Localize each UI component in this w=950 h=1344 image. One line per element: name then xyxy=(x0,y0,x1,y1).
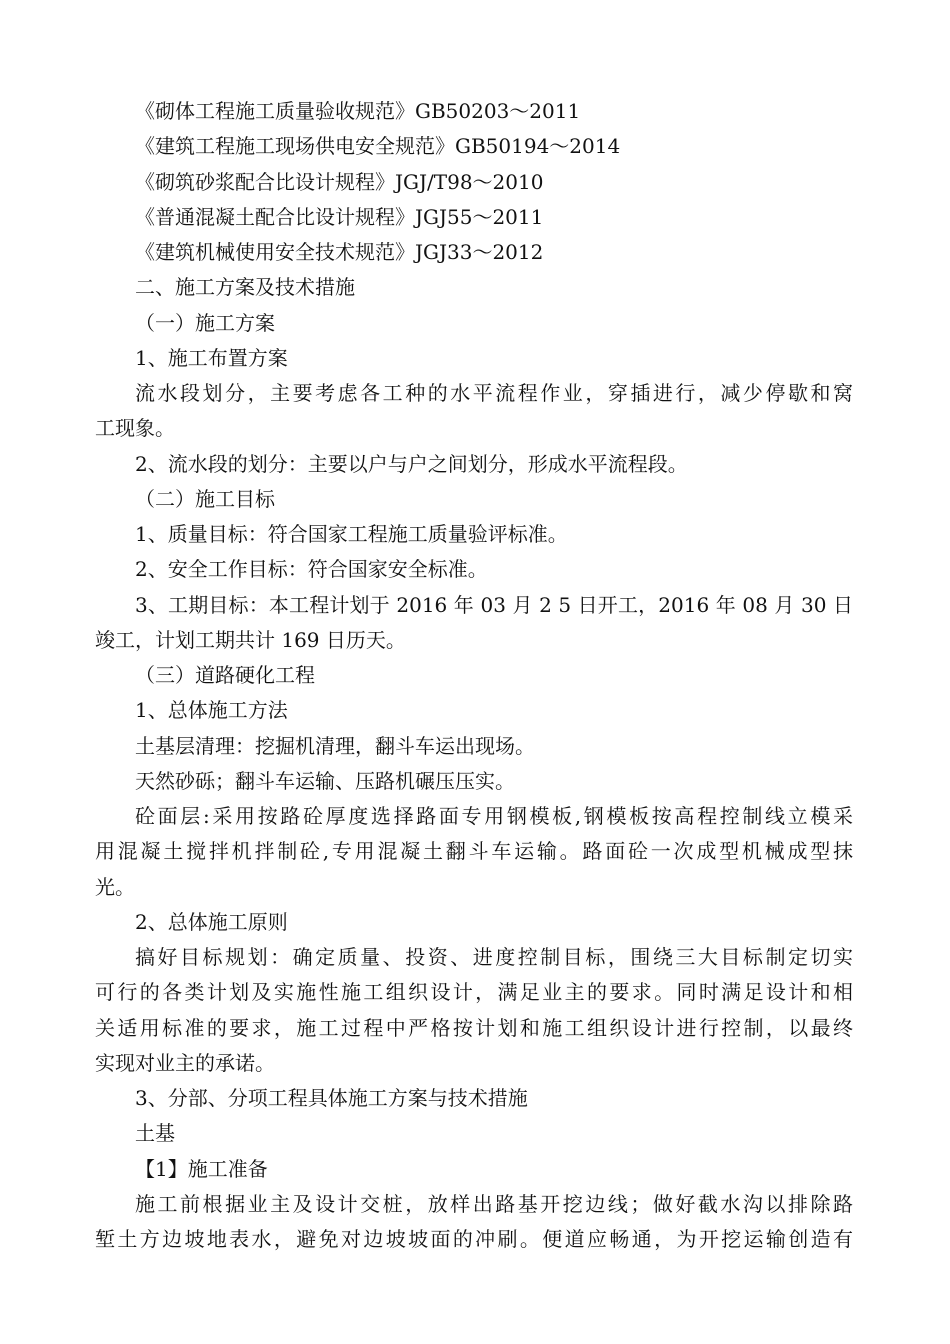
reference-line: 《普通混凝土配合比设计规程》JGJ55～2011 xyxy=(135,205,544,229)
reference-line: 《砌体工程施工质量验收规范》GB50203～2011 xyxy=(135,99,581,123)
item-heading: 2、总体施工原则 xyxy=(135,910,288,934)
section-heading: 二、施工方案及技术措施 xyxy=(135,275,355,299)
item-heading: 3、分部、分项工程具体施工方案与技术措施 xyxy=(135,1086,528,1110)
paragraph-line: 用混凝土搅拌机拌制砼,专用混凝土翻斗车运输。路面砼一次成型机械成型抹 xyxy=(95,839,853,863)
paragraph-line: 搞好目标规划：确定质量、投资、进度控制目标，围绕三大目标制定切实 xyxy=(135,945,853,969)
subsection-heading: （二）施工目标 xyxy=(135,487,275,511)
reference-line: 《砌筑砂浆配合比设计规程》JGJ/T98～2010 xyxy=(135,170,544,194)
subsection-heading: （三）道路硬化工程 xyxy=(135,663,315,687)
paragraph-line: 光。 xyxy=(95,875,135,899)
reference-line: 《建筑工程施工现场供电安全规范》GB50194～2014 xyxy=(135,134,621,158)
paragraph-line: 天然砂砾；翻斗车运输、压路机碾压压实。 xyxy=(135,769,515,793)
item-heading: 土基 xyxy=(135,1121,175,1145)
paragraph-line: 施工前根据业主及设计交桩，放样出路基开挖边线；做好截水沟以排除路 xyxy=(135,1192,853,1216)
item-heading: 【1】施工准备 xyxy=(135,1157,268,1181)
paragraph-line: 竣工，计划工期共计 169 日历天。 xyxy=(95,628,406,652)
paragraph-line: 砼面层:采用按路砼厚度选择路面专用钢模板,钢模板按高程控制线立模采 xyxy=(135,804,853,828)
paragraph-line: 堑土方边坡地表水，避免对边坡坡面的冲刷。便道应畅通，为开挖运输创造有 xyxy=(95,1227,853,1251)
paragraph-line: 实现对业主的承诺。 xyxy=(95,1051,275,1075)
reference-line: 《建筑机械使用安全技术规范》JGJ33～2012 xyxy=(135,240,544,264)
paragraph-line: 可行的各类计划及实施性施工组织设计，满足业主的要求。同时满足设计和相 xyxy=(95,980,853,1004)
subsection-heading: （一）施工方案 xyxy=(135,311,275,335)
paragraph-line: 2、安全工作目标：符合国家安全标准。 xyxy=(135,557,488,581)
paragraph-line: 土基层清理：挖掘机清理，翻斗车运出现场。 xyxy=(135,734,535,758)
paragraph-line: 工现象。 xyxy=(95,416,175,440)
paragraph-line: 3、工期目标：本工程计划于 2016 年 03 月 2 5 日开工，2016 年 08 月 30 日 xyxy=(135,593,853,617)
item-heading: 1、施工布置方案 xyxy=(135,346,288,370)
paragraph-line: 2、流水段的划分：主要以户与户之间划分，形成水平流程段。 xyxy=(135,452,688,476)
paragraph-line: 流水段划分，主要考虑各工种的水平流程作业，穿插进行，减少停歇和窝 xyxy=(135,381,853,405)
paragraph-line: 1、质量目标：符合国家工程施工质量验评标准。 xyxy=(135,522,568,546)
item-heading: 1、总体施工方法 xyxy=(135,698,288,722)
paragraph-line: 关适用标准的要求，施工过程中严格按计划和施工组织设计进行控制，以最终 xyxy=(95,1016,853,1040)
